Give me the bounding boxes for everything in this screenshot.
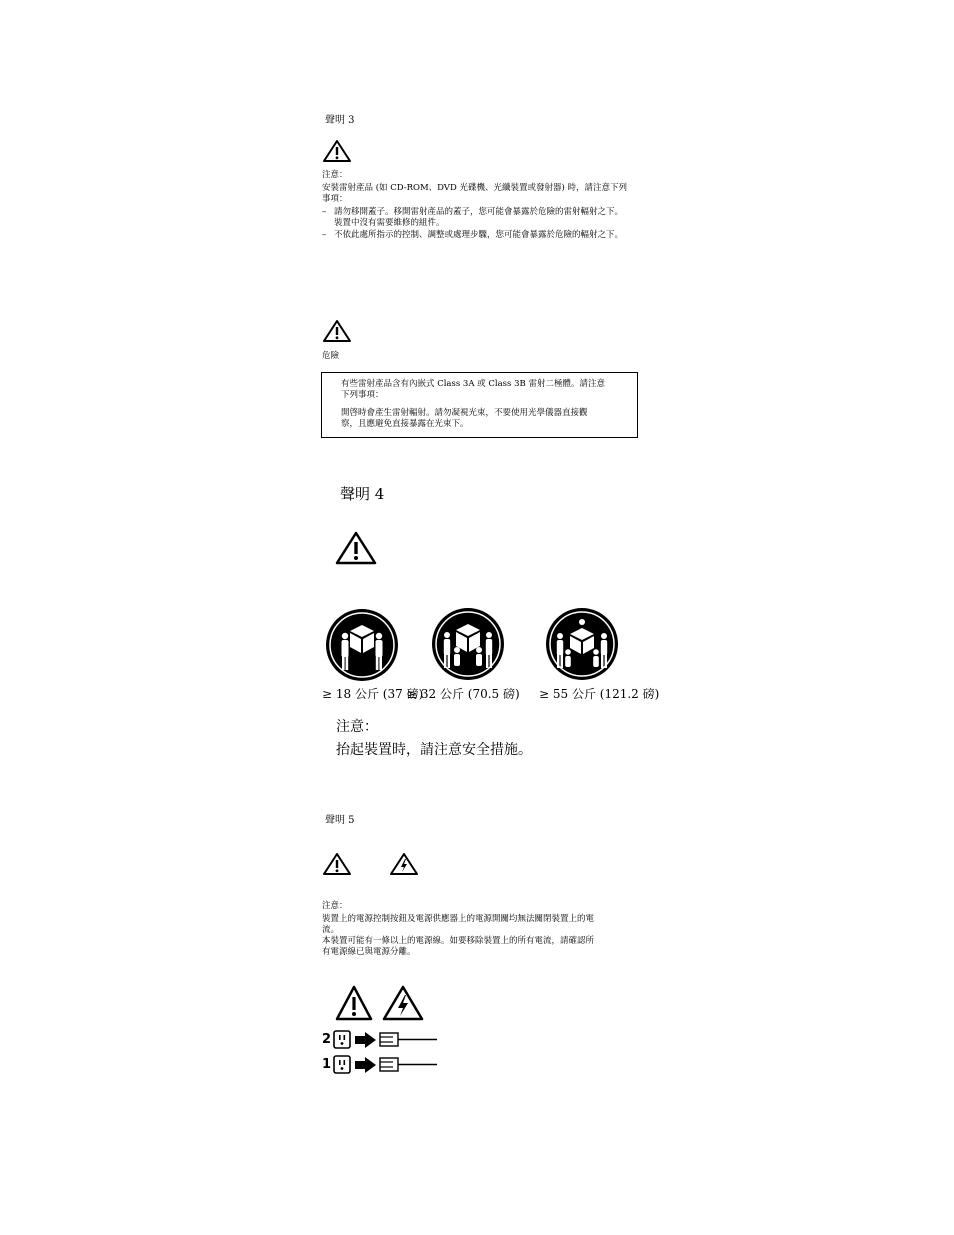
power-cord-number: 1 [322, 1057, 332, 1072]
statement-4-caution-text: 抬起裝置時，請注意安全措施。 [336, 742, 532, 758]
danger-label: 危險 [322, 351, 340, 361]
statement-4-heading: 聲明 4 [340, 485, 385, 503]
danger-notice-text: 開啓時會產生雷射輻射。請勿凝視光束，不要使用光學儀器直接觀 察，且應避免直接暴露在光束下。 [341, 408, 588, 429]
statement-5-text: 裝置上的電源控制按鈕及電源供應器上的電源開關均無法關閉裝置上的電 流。 本裝置可能有一條以上的電源線。如要移除裝置上的所有電流，請確認所 有電源線已與電源分離。 [322, 914, 595, 957]
statement-3-bullet: – 不依此處所指示的控制、調整或處理步驟，您可能會暴露於危險的輻射之下。 [322, 230, 624, 240]
electrical-hazard-icon [381, 984, 425, 1024]
weight-label: ≥ 32 公斤 (70.5 磅) [407, 687, 520, 701]
statement-5-heading: 聲明 5 [325, 815, 355, 826]
two-person-lift-icon [430, 606, 506, 682]
electrical-hazard-icon [389, 852, 419, 876]
warning-triangle-icon [322, 139, 352, 163]
one-person-lift-icon [324, 607, 400, 683]
statement-4-caution-label: 注意： [336, 719, 378, 735]
three-person-lift-icon [544, 606, 620, 682]
statement-3-intro: 安裝雷射產品 (如 CD-ROM、DVD 光碟機、光纖裝置或發射器) 時，請注意下列 事項： [322, 183, 627, 204]
power-cord-disconnect-icon [333, 1054, 443, 1076]
statement-3-heading: 聲明 3 [325, 115, 355, 126]
danger-notice-box [321, 372, 638, 438]
warning-triangle-icon [322, 319, 352, 343]
warning-triangle-icon [334, 530, 378, 566]
weight-label: ≥ 18 公斤 (37 磅) [322, 687, 424, 701]
power-cord-disconnect-icon [333, 1029, 443, 1051]
statement-5-caution-label: 注意： [322, 901, 348, 911]
statement-3-caution-label: 注意： [322, 170, 348, 180]
warning-triangle-icon [322, 852, 352, 876]
power-cord-number: 2 [322, 1032, 332, 1047]
danger-notice-text: 有些雷射產品含有內嵌式 Class 3A 或 Class 3B 雷射二極體。請注意 下列事項： [341, 379, 605, 400]
weight-label: ≥ 55 公斤 (121.2 磅) [539, 687, 660, 701]
warning-triangle-icon [334, 984, 374, 1024]
statement-3-bullet: – 請勿移開蓋子。移開雷射產品的蓋子，您可能會暴露於危險的雷射輻射之下。 裝置中沒有需要維修的組件。 [322, 207, 624, 228]
